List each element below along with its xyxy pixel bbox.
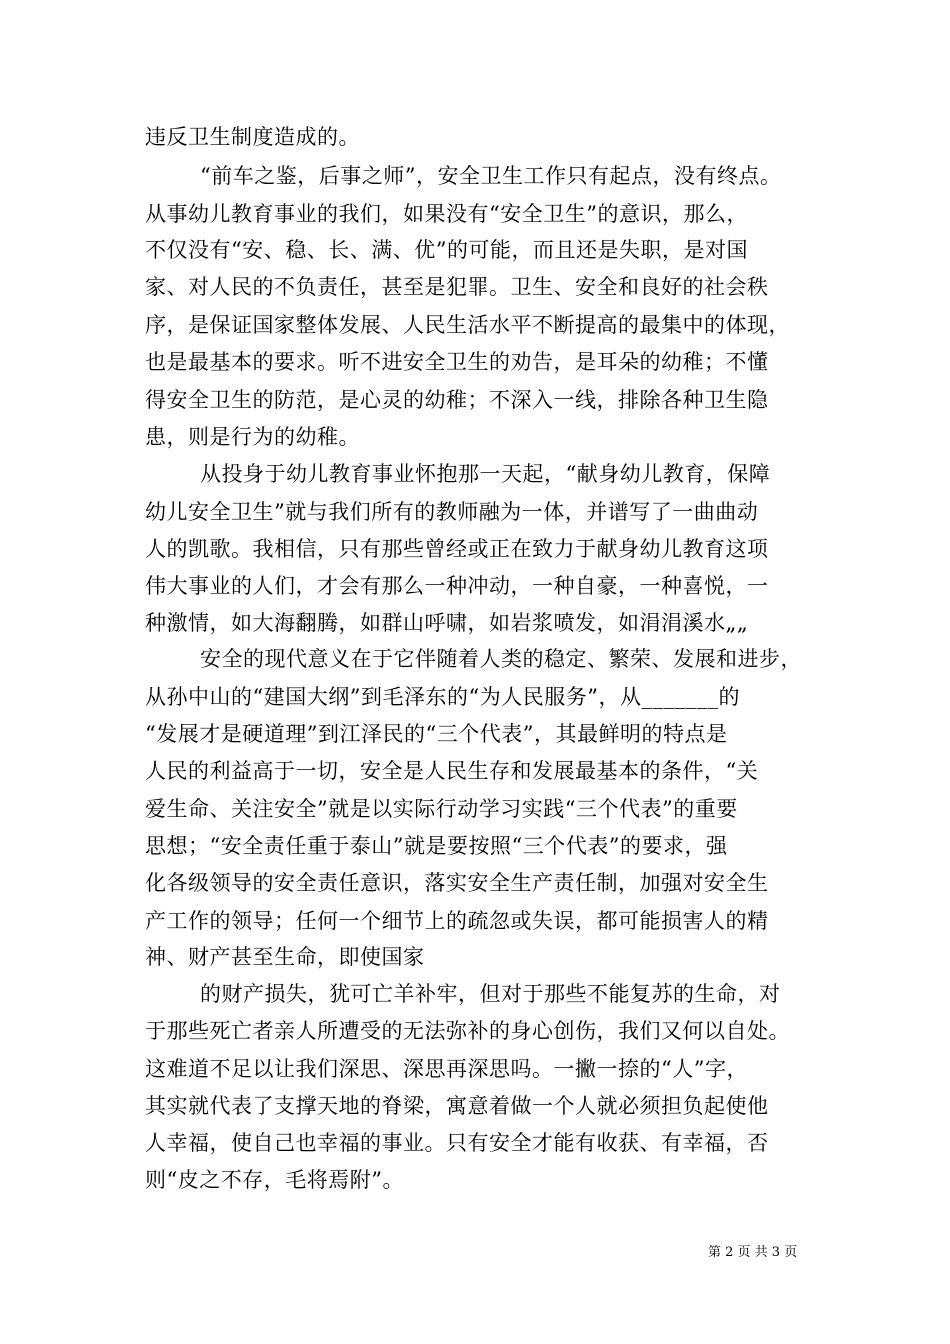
text-line: “发展才是硬道理”到江泽民的“三个代表”，其最鲜明的特点是 xyxy=(145,722,728,746)
text-line: 人的凯歌。我相信，只有那些曾经或正在致力于献身幼儿教育这项 xyxy=(145,537,769,561)
text-line: 种激情，如大海翻腾，如群山呼啸，如岩浆喷发，如涓涓溪水„„ xyxy=(145,611,749,635)
text-line: 伟大事业的人们，才会有那么一种冲动，一种自豪，一种喜悦，一 xyxy=(145,574,769,598)
text-line: 人民的利益高于一切，安全是人民生存和发展最基本的条件，“关 xyxy=(145,759,759,783)
text-line: 从事幼儿教育事业的我们，如果没有“安全卫生”的意识，那么， xyxy=(145,202,748,226)
text-line: 从投身于幼儿教育事业怀抱那一天起，“献身幼儿教育，保障 xyxy=(200,462,771,486)
text-line: “前车之鉴，后事之师”，安全卫生工作只有起点，没有终点。 xyxy=(200,164,782,188)
text-line: 得安全卫生的防范，是心灵的幼稚；不深入一线，排除各种卫生隐 xyxy=(145,388,769,412)
text-line: 从孙中山的“建国大纲”到毛泽东的“为人民服务”，从_______的 xyxy=(145,685,740,709)
text-line: 家、对人民的不负责任，甚至是犯罪。卫生、安全和良好的社会秩 xyxy=(145,275,769,299)
text-line: 安全的现代意义在于它伴随着人类的稳定、繁荣、发展和进步， xyxy=(200,647,802,671)
text-line: 不仅没有“安、稳、长、满、优”的可能，而且还是失职，是对国 xyxy=(145,238,748,262)
text-line: 产工作的领导；任何一个细节上的疏忽或失误，都可能损害人的精 xyxy=(145,909,769,933)
text-line: 于那些死亡者亲人所遭受的无法弥补的身心创伤，我们又何以自处。 xyxy=(145,1019,790,1043)
text-line: 神、财产甚至生命，即使国家 xyxy=(145,945,425,969)
text-line: 人幸福，使自己也幸福的事业。只有安全才能有收获、有幸福，否 xyxy=(145,1131,769,1155)
text-line: 思想；“安全责任重于泰山”就是要按照“三个代表”的要求，强 xyxy=(145,834,728,858)
text-line: 的财产损失，犹可亡羊补牢，但对于那些不能复苏的生命，对 xyxy=(200,982,781,1006)
text-line: 这难道不足以让我们深思、深思再深思吗。一撇一捺的“人”字， xyxy=(145,1057,748,1081)
text-line: 违反卫生制度造成的。 xyxy=(145,125,360,149)
text-line: 序，是保证国家整体发展、人民生活水平不断提高的最集中的体现， xyxy=(145,313,790,337)
text-line: 也是最基本的要求。听不进安全卫生的劝告，是耳朵的幼稚；不懂 xyxy=(145,350,769,374)
text-line: 化各级领导的安全责任意识，落实安全生产责任制，加强对安全生 xyxy=(145,871,769,895)
text-line: 则“皮之不存，毛将焉附”。 xyxy=(145,1168,404,1192)
text-line: 幼儿安全卫生”就与我们所有的教师融为一体，并谱写了一曲曲动 xyxy=(145,500,759,524)
page-number: 第 2 页 共 3 页 xyxy=(708,1245,798,1260)
text-line: 患，则是行为的幼稚。 xyxy=(145,425,360,449)
text-line: 爱生命、关注安全”就是以实际行动学习实践“三个代表”的重要 xyxy=(145,797,738,821)
text-line: 其实就代表了支撑天地的脊梁，寓意着做一个人就必须担负起使他 xyxy=(145,1094,769,1118)
